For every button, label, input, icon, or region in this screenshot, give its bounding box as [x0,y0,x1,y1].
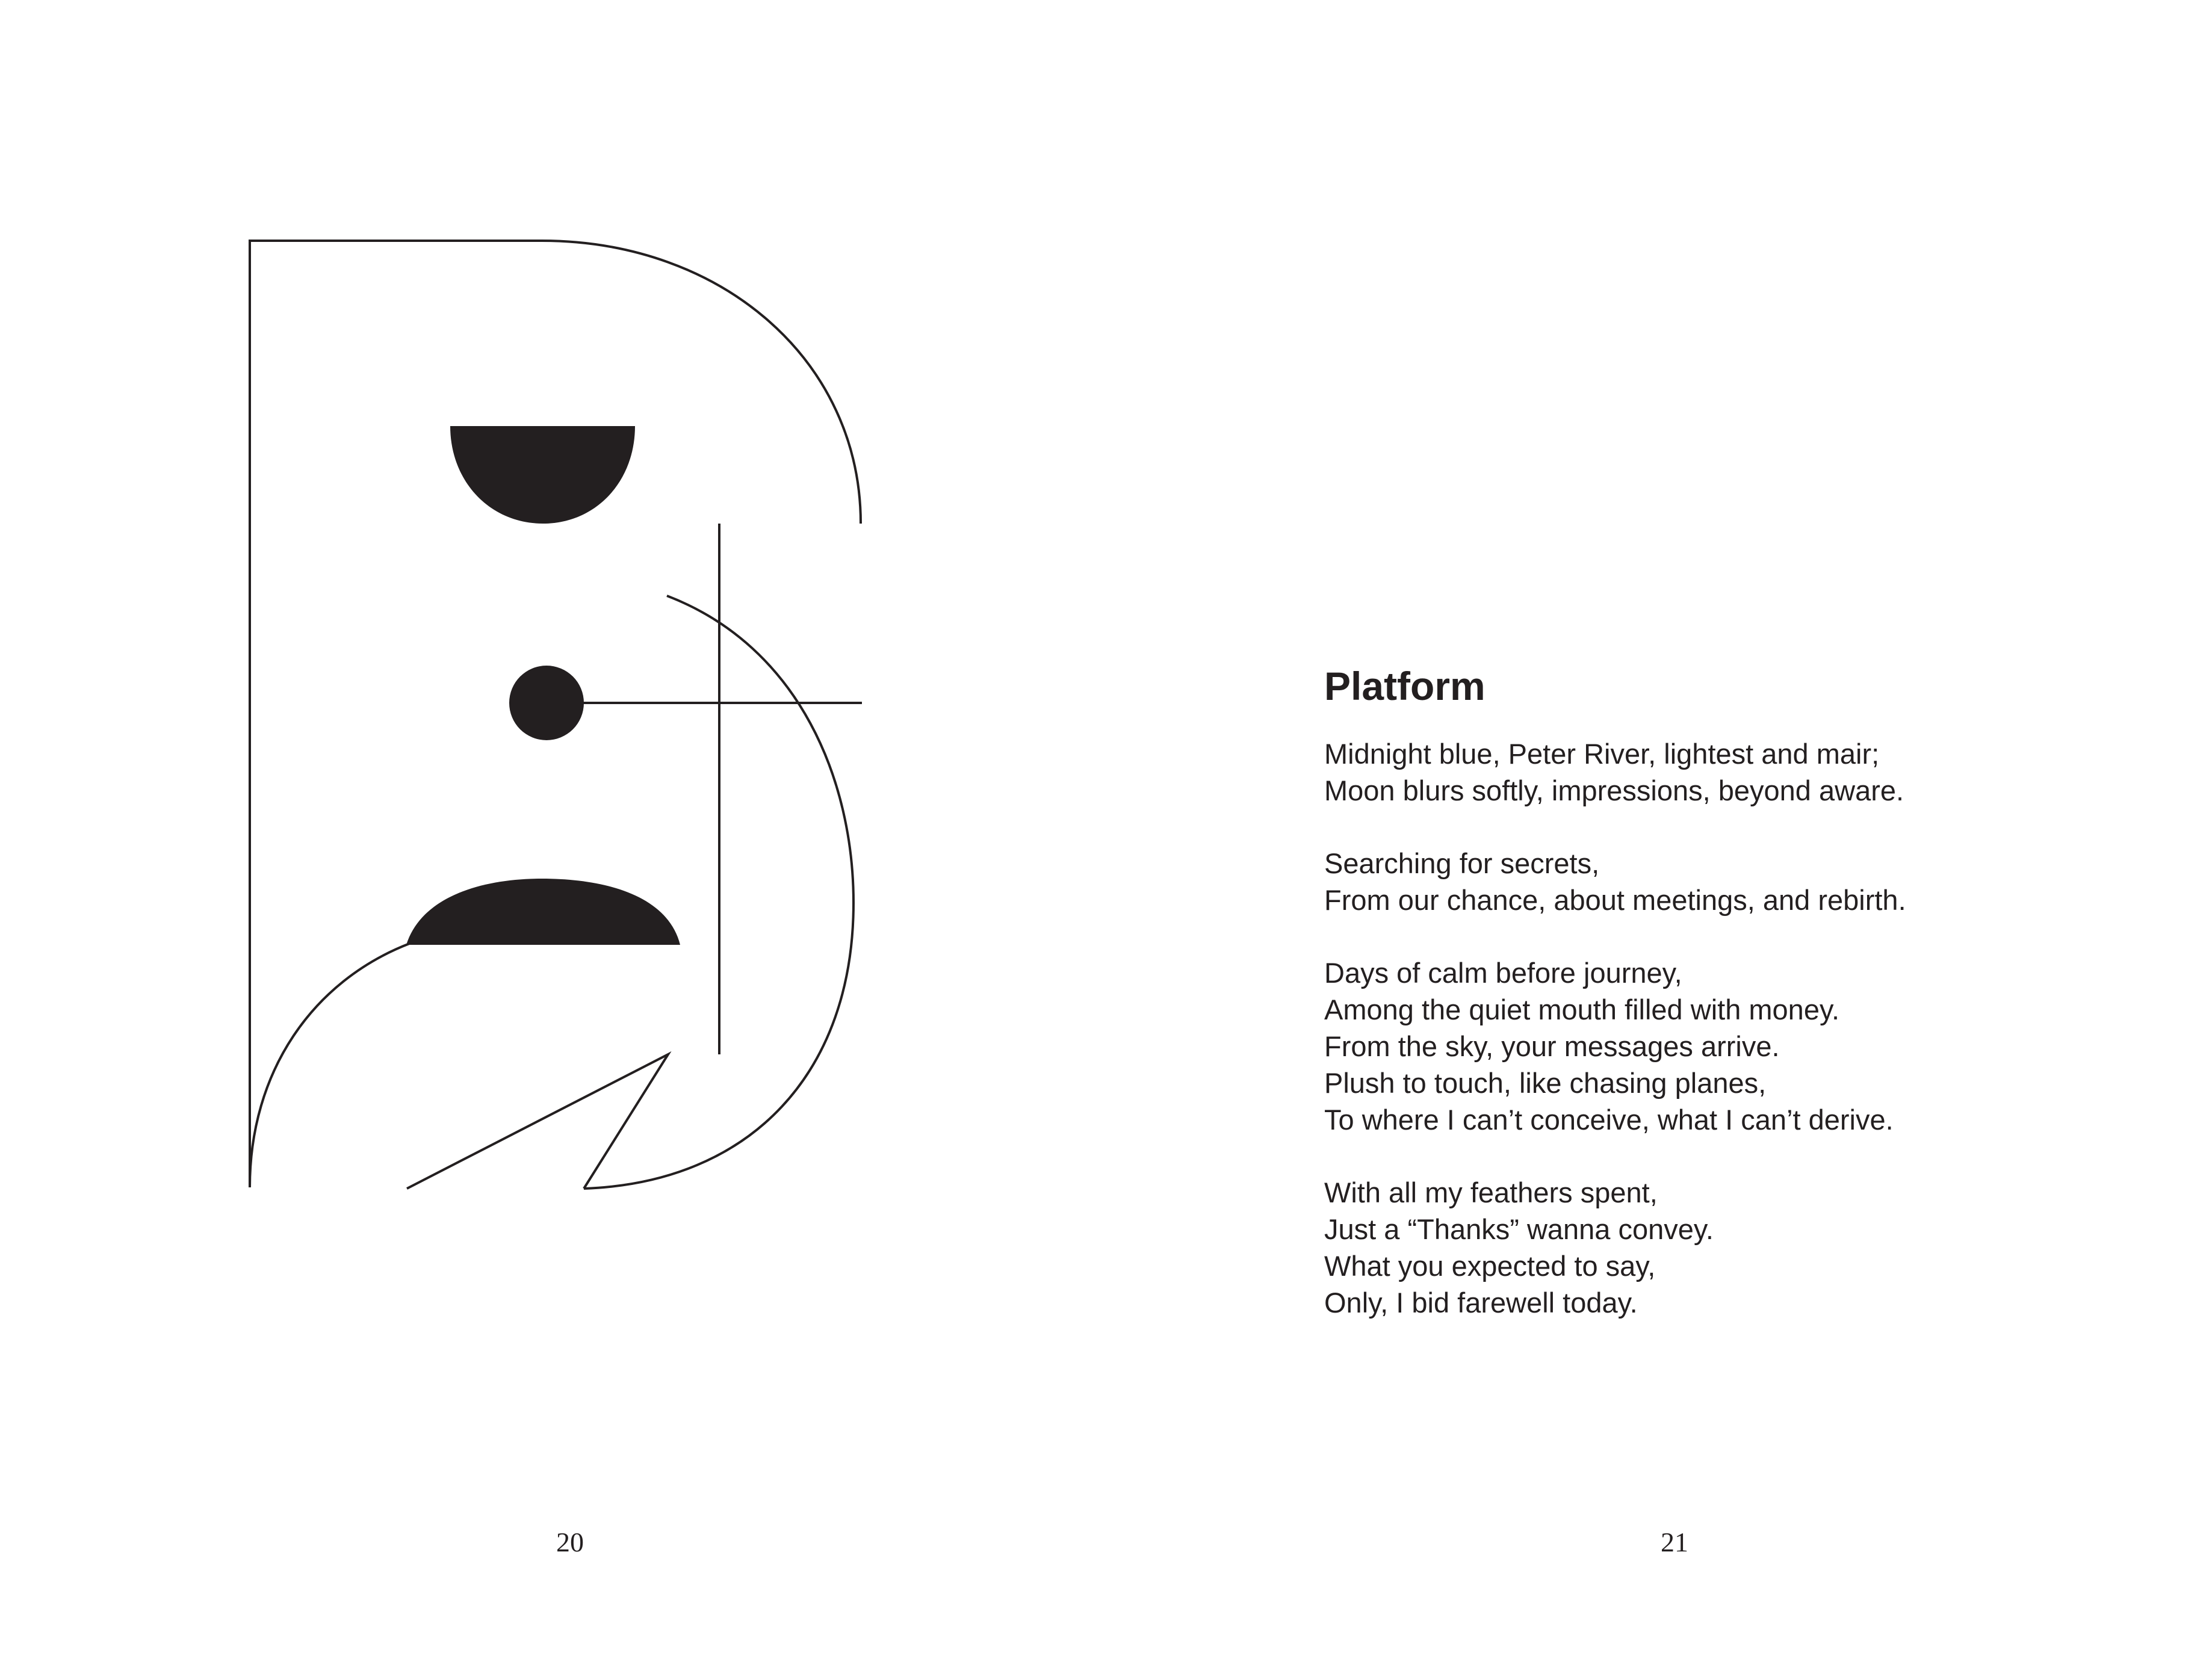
stanza-4 [1324,1174,2107,1321]
stanza-1 [1324,735,2107,809]
poem-line: With all my feathers spent, [1324,1177,1658,1208]
poem-line: To where I can’t conceive, what I can’t derive. [1324,1104,1894,1136]
poem-line: From our chance, about meetings, and rebirth. [1324,884,1906,916]
poem-line: Among the quiet mouth filled with money. [1324,994,1840,1025]
poem-line: Searching for secrets, [1324,847,1600,879]
poem-line: Days of calm before journey, [1324,957,1682,989]
poem-line: Only, I bid farewell today. [1324,1287,1638,1319]
half-ellipse-mouth [406,879,680,945]
poem-line: Midnight blue, Peter River, lightest and mair; [1324,738,1880,770]
jaw-zigzag [407,1054,668,1189]
poem-title: Platform [1324,664,1486,708]
poem-line: Moon blurs softly, impressions, beyond aware. [1324,775,1904,806]
poem-line: From the sky, your messages arrive. [1324,1030,1780,1062]
stanza-2 [1324,845,2107,918]
page-number-left: 20 [556,1527,584,1557]
half-disc-eye [450,426,635,524]
poem [1324,662,2107,1357]
page-number-right: 21 [1661,1527,1688,1557]
poem-line: What you expected to say, [1324,1250,1656,1282]
chin-curve [250,944,409,1187]
solid-dot [509,666,584,740]
poem-line: Just a “Thanks” wanna convey. [1324,1213,1714,1245]
poem-line: Plush to touch, like chasing planes, [1324,1067,1767,1099]
stanza-3 [1324,954,2107,1138]
